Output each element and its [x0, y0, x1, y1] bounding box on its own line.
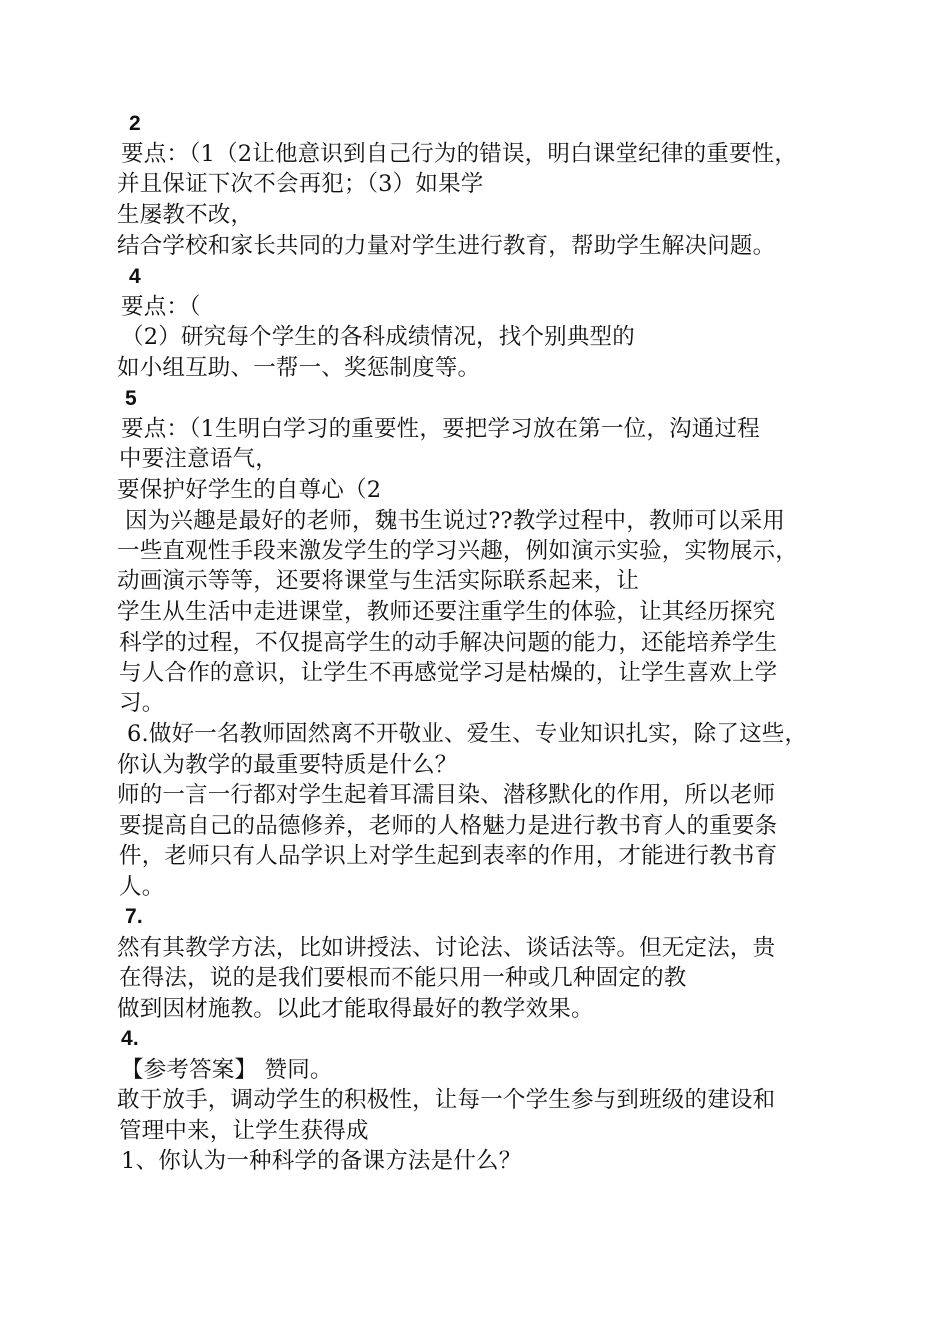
question-heading: 1、你认为一种科学的备课方法是什么？ — [121, 1148, 522, 1174]
text-line: 科学的过程，不仅提高学生的动手解决问题的能力，还能培养学生 — [119, 630, 778, 656]
text-line: 要点：（ — [121, 294, 201, 320]
text-line: 你认为教学的最重要特质是什么？ — [117, 752, 458, 778]
section-number: 2 — [129, 112, 141, 135]
question-heading: 6.做好一名教师固然离不开敬业、爱生、专业知识扎实，除了这些， — [127, 721, 808, 747]
text-line: 在得法，说的是我们要根而不能只用一种或几种固定的教 — [119, 965, 687, 991]
text-line: 要提高自己的品德修养，老师的人格魅力是进行教书育人的重要条 — [119, 813, 778, 839]
text-line: 要点：（1（2让他意识到自己行为的错误，明白课堂纪律的重要性， — [121, 141, 798, 167]
text-line: 要保护好学生的自尊心（2 — [117, 477, 382, 503]
text-line: 学生从生活中走进课堂，教师还要注重学生的体验，让其经历探究 — [117, 599, 776, 625]
text-line: 师的一言一行都对学生起着耳濡目染、潜移默化的作用，所以老师 — [117, 782, 776, 808]
text-line: 敢于放手，调动学生的积极性，让每一个学生参与到班级的建设和 — [117, 1087, 776, 1113]
text-line: 习。 — [119, 690, 165, 716]
text-line: 做到因材施教。以此才能取得最好的教学效果。 — [117, 996, 594, 1022]
section-number: 5 — [125, 387, 137, 410]
text-line: 如小组互助、一帮一、奖惩制度等。 — [117, 355, 481, 381]
text-line: （2）研究每个学生的各科成绩情况，找个别典型的 — [121, 324, 635, 350]
text-line: 动画演示等等，还要将课堂与生活实际联系起来，让 — [117, 568, 640, 594]
text-line: 中要注意语气， — [119, 446, 278, 472]
answer-label: 【参考答案】 赞同。 — [121, 1057, 333, 1083]
section-number: 7. — [125, 905, 143, 928]
text-line: 生屡教不改， — [117, 202, 254, 228]
text-line: 要点：（1生明白学习的重要性，要把学习放在第一位，沟通过程 — [121, 416, 760, 442]
section-number: 4. — [121, 1027, 139, 1050]
text-line: 结合学校和家长共同的力量对学生进行教育，帮助学生解决问题。 — [117, 233, 776, 259]
text-line: 并且保证下次不会再犯；（3）如果学 — [117, 171, 484, 197]
text-line: 一些直观性手段来激发学生的学习兴趣，例如演示实验，实物展示， — [117, 538, 799, 564]
section-number: 4 — [129, 265, 141, 288]
text-line: 然有其教学方法，比如讲授法、讨论法、谈话法等。但无定法，贵 — [117, 935, 776, 961]
text-line: 与人合作的意识，让学生不再感觉学习是枯燥的，让学生喜欢上学 — [119, 660, 778, 686]
text-line: 人。 — [119, 874, 165, 900]
text-line: 管理中来，让学生获得成 — [119, 1118, 369, 1144]
text-line: 因为兴趣是最好的老师，魏书生说过??教学过程中，教师可以采用 — [125, 508, 786, 534]
text-line: 件，老师只有人品学识上对学生起到表率的作用，才能进行教书育 — [119, 843, 778, 869]
